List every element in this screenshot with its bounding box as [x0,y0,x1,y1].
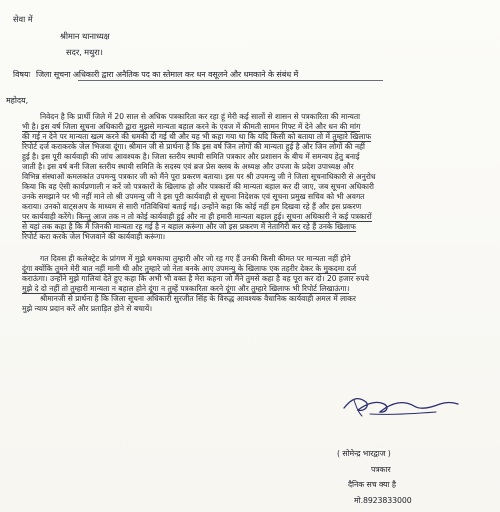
signatory-designation: पत्रकार [371,465,391,474]
body-line: रिपोर्ट दर्ज कराकरके जेल भिजवा दूंगा। श्रीमान जी से प्रार्थना है कि इस वर्ष जिन लोगों की मान्यता हुई है और जिन लोगों की नहीं [22,142,365,151]
subject-text: जिला सूचना अधिकारी द्वारा अनैतिक पद का स्तेमाल कर धन वसूलने और धमकाने के संबंध में [36,70,299,79]
handwritten-signature [340,388,460,424]
greeting: महोदय, [6,96,29,105]
body-line: से यहां तक कहा है कि मैं जिनकी मान्यता रह गई है न बहाल करूंगा और जो इस प्रकरण में नेतागिरी कर रहे हैं उनके खिलाफ [22,222,356,231]
body-line: किया कि वह ऐसी कार्यप्रणाली न करें जो पत्रकारों के खिलाफ हो और पत्रकारों की मान्यता बहाल कर दी जाए, जब सूचना अधिकारी [22,182,374,191]
body-line: दूंगा क्योंकि तुमने मेरी बात नहीं मानी थी और तुम्हारे जो नेता बनके आए उपमन्यु के खिलाफ एक तहरीर देकर के मुकदमा दर्ज [22,264,357,273]
recipient-place: सदर, मथुरा। [66,47,103,57]
body-line: उनके समझाने पर भी नहीं माने तो श्री उपमन्यु जी ने इस पूरी कार्यवाही से सूचना निदेशक एवं सूचना प्रमुख सचिव को भी अवगत [22,192,365,201]
body-line: भी है। इस वर्ष जिला सूचना अधिकारी द्वारा मुझसे मान्यता बहाल करने के एवज में कीमती सामन गिफ्ट में देने और धन की मांग [22,122,361,131]
signatory-name: ( सोमेन्द्र भारद्वाज ) [337,449,391,458]
body-line: श्रीमानजी से प्रार्थना है कि जिला सूचना अधिकारी सुरजीत सिंह के विरुद्ध आवश्यक वैधानिक कार्यवाही अमल में लाकर [40,294,356,303]
recipient-name: श्रीमान थानाध्यक्ष [60,31,110,41]
body-line: हुई है। इस पूरी कार्यवाही की जांच आवश्यक है। जिला स्तरीय स्थायी समिति पत्रकार और प्रशासन के बीच में समन्वय हेतु बनाई [22,152,360,161]
subject-label: विषयः [13,70,31,79]
body-line: कराया। उनको वाट्सअप के माध्यम से सारी गतिविधियां बताई गई। उन्होंने कहा कि कोई नहीं हम दिखवा रहे हैं और इस प्रकरण [22,202,362,211]
body-line: जाती है। इस वर्ष बनी जिला स्तरीय स्थायी समिति के सदस्य एवं ब्रज प्रेस क्लब के अध्यक्ष और उपजा के प्रदेश उपाध्यक्ष और [22,162,354,171]
body-line: निवेदन है कि प्रार्थी जिले में 20 साल से अधिक पत्रकारिता कर रहा हूं मेरी कई सालों से शासन से पत्रकारिता की मान्यता [40,112,361,121]
signatory-phone: मो.8923833000 [354,496,412,505]
subject-underline [78,80,383,81]
salutation: सेवा में [13,14,33,24]
body-line: रिपोर्ट करा करके जेल भिजवाने की कार्यवाही करूंगा। [22,232,166,241]
body-line: पर कार्यवाही करेंगे। किन्तु आज तक न तो कोई कार्यवाही हुई और ना ही हमारी मान्यता बहाल हुई। सूचना अधिकारी ने कई पत्रकारों [22,212,372,221]
body-line: विभिन्न संस्थाओं कमलकांत उपमन्यु पत्रकार जी को मैंने पूरा प्रकरण बताया। इस पर श्री उपमन्यु जी ने जिला सूचनाधिकारी से अनुरोध [22,172,376,181]
body-line: मुझे दे दो नहीं तो तुम्हारी मान्यता न बहाल होने दूंगा न तुम्हें पत्रकारिता करने दूंगा और तुम्हारे खिलाफ भी रिपोर्ट लिखाऊंगा। [22,284,350,293]
body-line: की गई न देने पर मान्यता खत्म करने की धमकी दी गई थी और यह भी कहा गया था कि यदि किसी को बताया तो में तुम्हारे खिलाफ [22,132,372,141]
body-line: गत दिवस ही कलेक्ट्रेट के प्रांगण में मुझे धमकाया तुम्हारी और जो रह गए हैं उनकी किसी कीमत पर मान्यता नहीं होने [40,254,351,263]
signatory-newspaper: दैनिक सच क्या है [348,480,396,489]
body-line: मुझे न्याय प्रदान करें और प्रताड़ित होने से बचायें। [22,304,153,313]
body-line: कराऊंगा। उन्होंने मुझे गालियां देते हुए कहा कि अभी भी वक्त है मेरा कहना जो मैंने तुमसे कहा है वह पूरा कर दो। 20 हजार रुपये [22,274,369,283]
